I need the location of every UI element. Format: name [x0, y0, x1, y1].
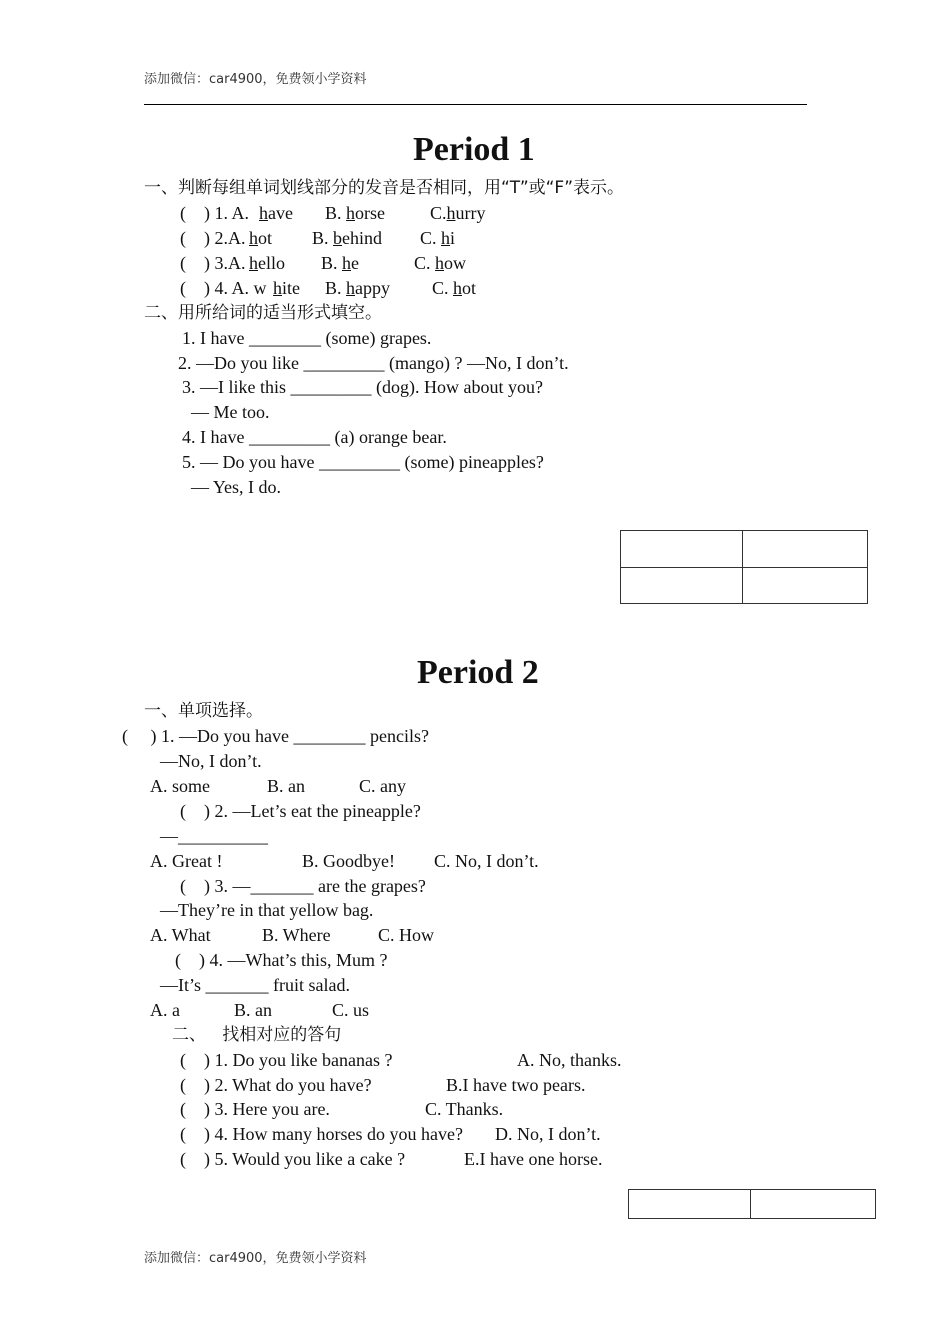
- list-item: 1. I have ________ (some) grapes.: [182, 328, 432, 348]
- question-item: ( ) 3. Here you are.: [180, 1099, 330, 1119]
- page-footer: 添加微信：car4900，免费领小学资料: [144, 1251, 367, 1266]
- list-item: —It’s _______ fruit salad.: [160, 975, 350, 995]
- score-cell[interactable]: [751, 1190, 876, 1219]
- option-b: B. Where: [262, 925, 331, 945]
- list-item: 3. —I like this _________ (dog). How about you?: [182, 377, 543, 397]
- list-item: 5. — Do you have _________ (some) pineapples?: [182, 452, 544, 472]
- option-c: C. any: [359, 776, 406, 796]
- score-cell[interactable]: [743, 567, 868, 604]
- p2-section1-heading: 一、单项选择。: [144, 701, 263, 721]
- list-item: ( ) 2. —Let’s eat the pineapple?: [180, 801, 421, 821]
- answer-item: B.I have two pears.: [446, 1075, 586, 1095]
- period1-title: Period 1: [413, 131, 535, 168]
- list-item: ( ) 1. —Do you have ________ pencils?: [122, 726, 429, 746]
- score-table: [620, 530, 868, 604]
- list-item: —__________: [160, 826, 268, 846]
- question-item: ( ) 2. What do you have?: [180, 1075, 372, 1095]
- option-a: A. some: [150, 776, 210, 796]
- option-b: B. Goodbye!: [302, 851, 395, 871]
- list-item: 2. —Do you like _________ (mango) ? —No, I don’t.: [178, 353, 569, 373]
- header-divider: [144, 104, 807, 105]
- p1-section1-heading: 一、判断每组单词划线部分的发音是否相同，用“T”或“F”表示。: [144, 178, 625, 198]
- option-a: A. Great !: [150, 851, 223, 871]
- list-item: — Me too.: [191, 402, 270, 422]
- page-header: 添加微信：car4900，免费领小学资料: [144, 72, 367, 87]
- option-c: C. us: [332, 1000, 370, 1020]
- option-a: A. a: [150, 1000, 180, 1020]
- question-item: ( ) 4. How many horses do you have?: [180, 1124, 463, 1144]
- list-item: ( ) 3. —_______ are the grapes?: [180, 876, 426, 896]
- period2-title: Period 2: [417, 654, 539, 691]
- list-item: —No, I don’t.: [160, 751, 262, 771]
- score-cell[interactable]: [629, 1190, 751, 1219]
- score-cell[interactable]: [621, 531, 743, 568]
- score-table: [628, 1189, 876, 1219]
- score-cell[interactable]: [743, 531, 868, 568]
- option-b: B. an: [267, 776, 305, 796]
- option-c: C. No, I don’t.: [434, 851, 539, 871]
- answer-item: C. Thanks.: [425, 1099, 504, 1119]
- answer-item: D. No, I don’t.: [495, 1124, 601, 1144]
- p1-section2-heading: 二、用所给词的适当形式填空。: [144, 303, 382, 323]
- option-b: B. an: [234, 1000, 272, 1020]
- list-item: —They’re in that yellow bag.: [160, 900, 374, 920]
- answer-item: E.I have one horse.: [464, 1149, 603, 1169]
- question-item: ( ) 5. Would you like a cake ?: [180, 1149, 406, 1169]
- question-item: ( ) 1. Do you like bananas ?: [180, 1050, 393, 1070]
- answer-item: A. No, thanks.: [517, 1050, 622, 1070]
- option-a: A. What: [150, 925, 211, 945]
- option-c: C. How: [378, 925, 435, 945]
- list-item: ( ) 4. —What’s this, Mum ?: [175, 950, 388, 970]
- score-cell[interactable]: [621, 567, 743, 604]
- list-item: — Yes, I do.: [191, 477, 282, 497]
- p2-section2-heading: 二、 找相对应的答句: [172, 1025, 342, 1045]
- list-item: 4. I have _________ (a) orange bear.: [182, 427, 447, 447]
